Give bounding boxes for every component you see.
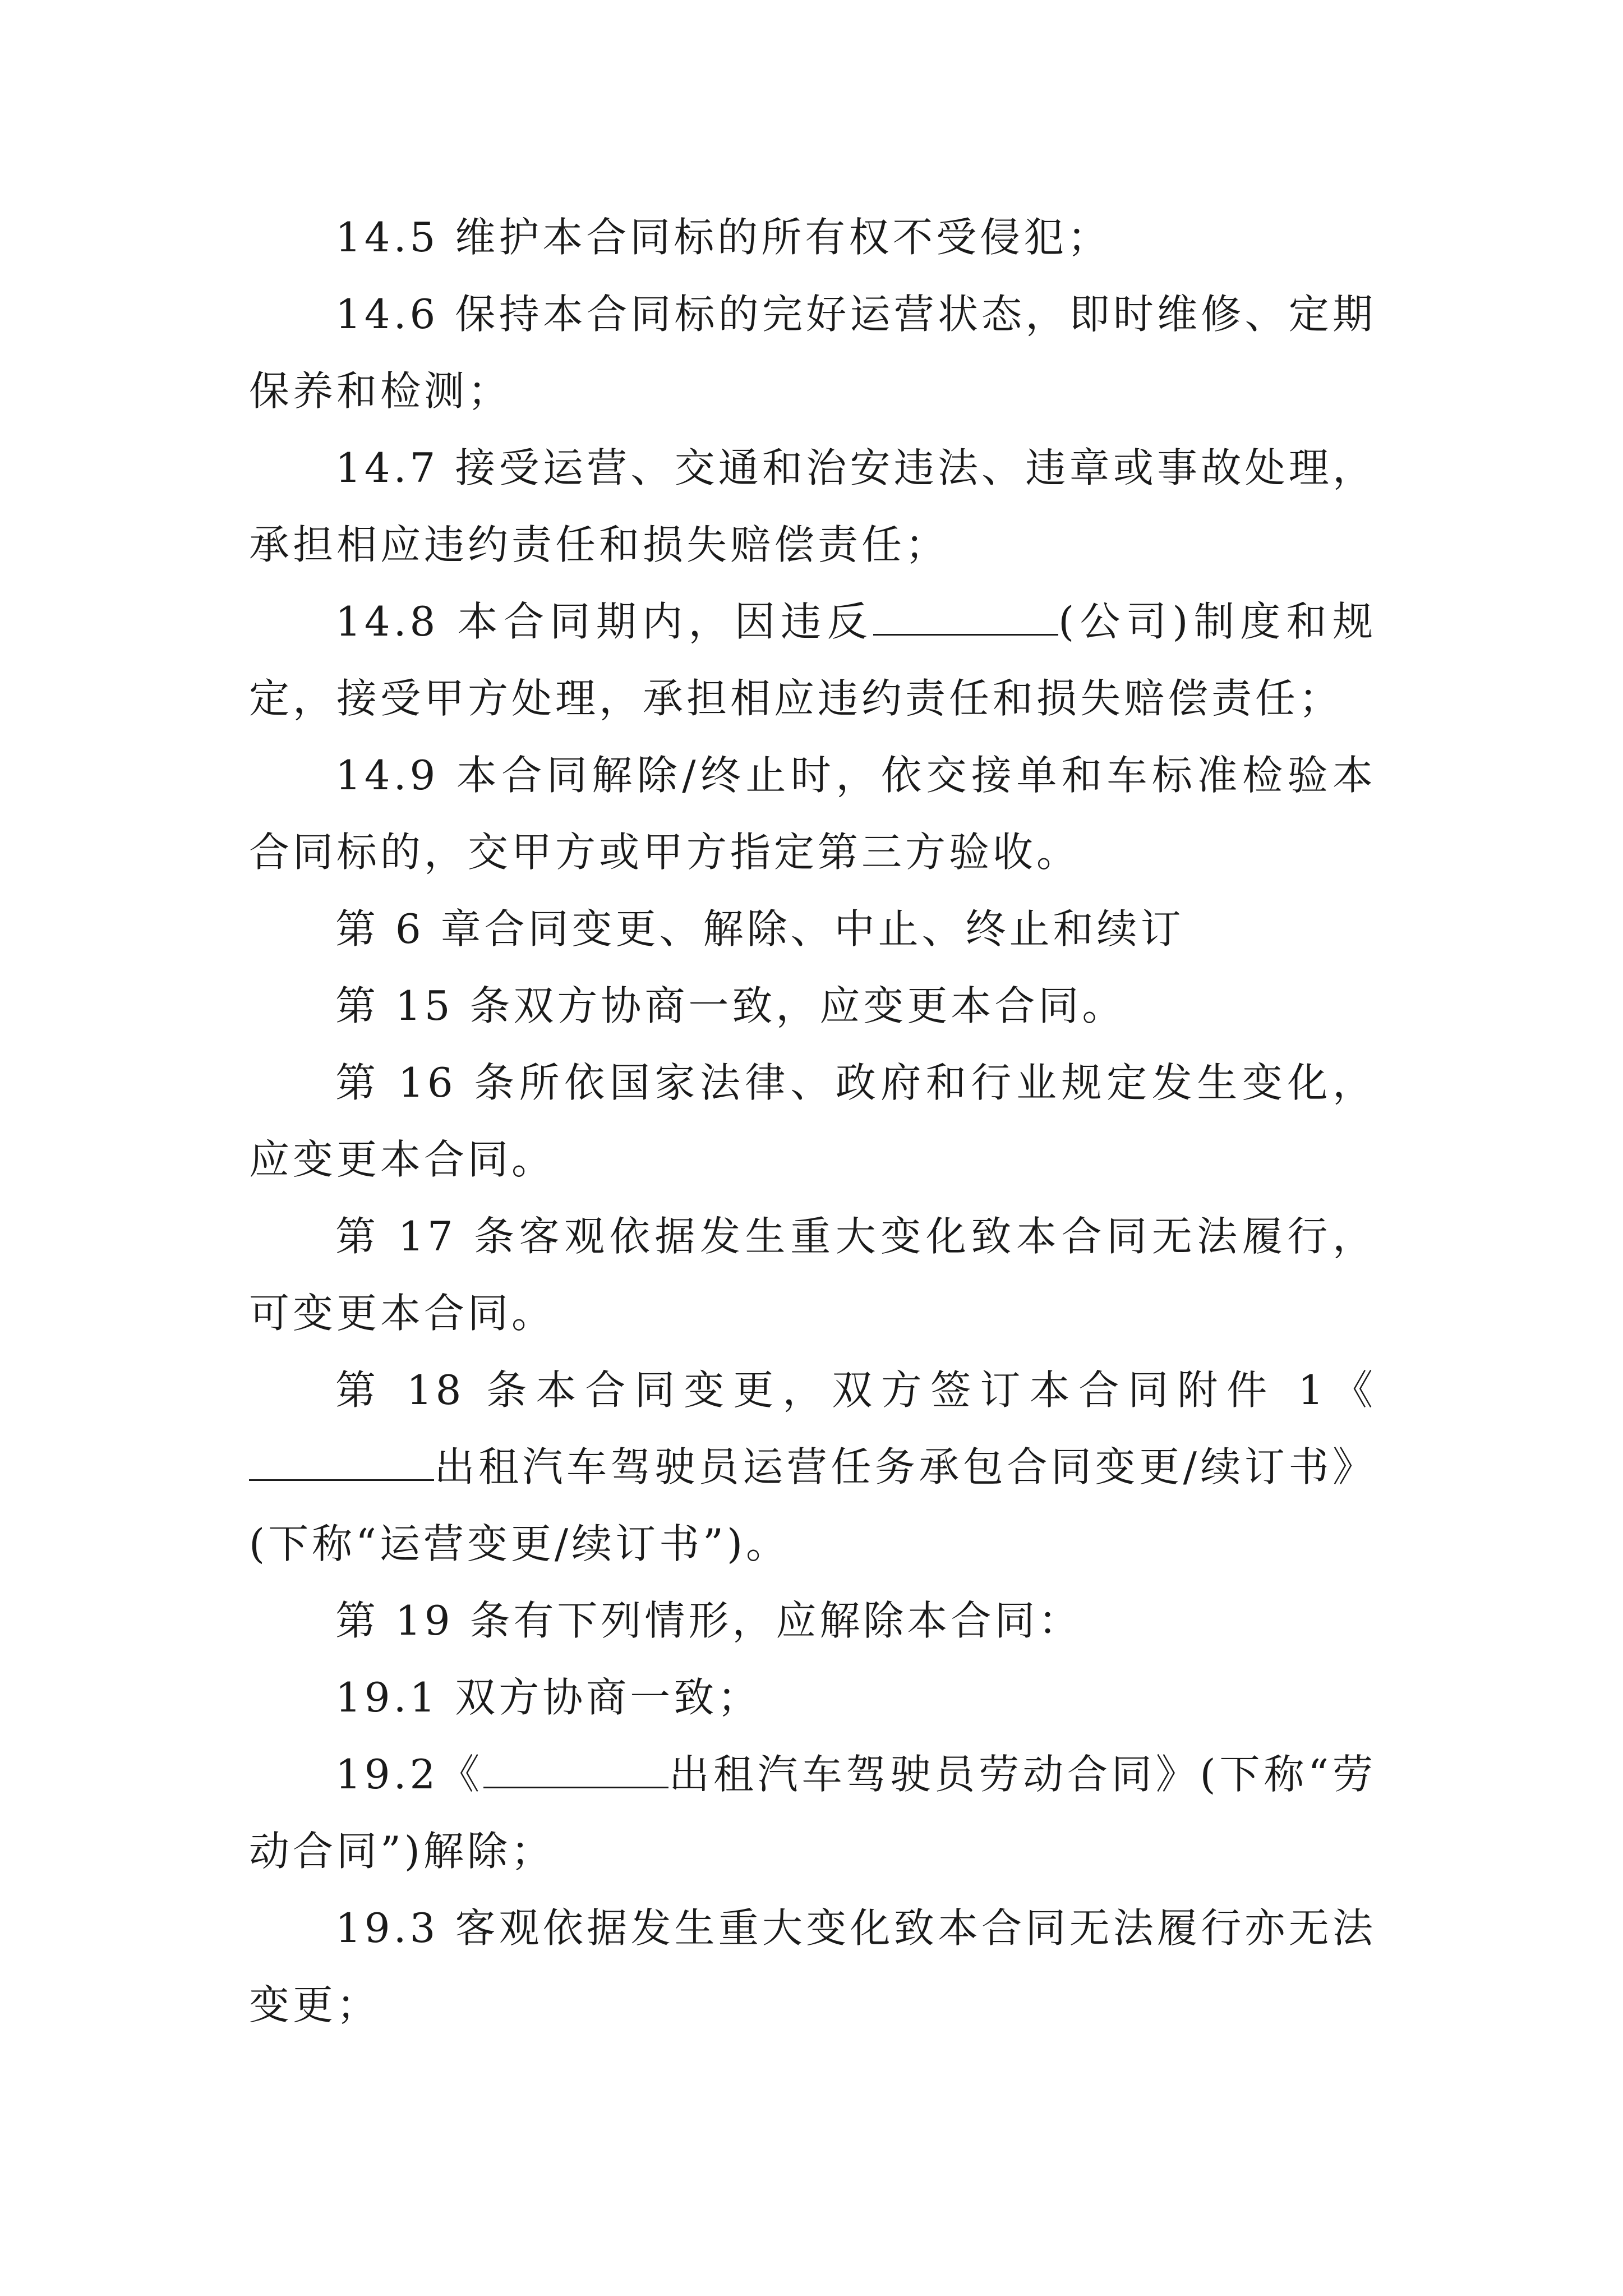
article-text: 第 15 条双方协商一致，应变更本合同。 <box>335 982 1126 1029</box>
clause-text: 19.3 客观依据发生重大变化致本合同无法履行亦无法变更； <box>249 1904 1376 2028</box>
clause-14-9 <box>249 737 1376 891</box>
article-text: 第 19 条有下列情形，应解除本合同： <box>335 1597 1082 1644</box>
clause-text: 19.1 双方协商一致； <box>335 1674 762 1721</box>
article-15 <box>249 968 1376 1045</box>
clause-14-6 <box>249 276 1376 430</box>
article-text: 第 16 条所依国家法律、政府和行业规定发生变化，应变更本合同。 <box>249 1059 1376 1183</box>
article-text: 出租汽车驾驶员运营任务承包合同变更/续订书》(下称“运营变更/续订书”)。 <box>249 1443 1376 1567</box>
clause-text: 14.9 本合同解除/终止时，依交接单和车标准检验本合同标的，交甲方或甲方指定第三方验收。 <box>249 752 1376 876</box>
document-body <box>249 199 1376 2044</box>
article-18 <box>249 1352 1376 1582</box>
fill-in-blank <box>873 599 1058 636</box>
clause-14-5 <box>249 199 1376 276</box>
clause-text: 14.6 保持本合同标的完好运营状态，即时维修、定期保养和检测； <box>249 291 1376 415</box>
article-17 <box>249 1198 1376 1352</box>
clause-text: 14.5 维护本合同标的所有权不受侵犯； <box>335 214 1112 261</box>
fill-in-blank <box>483 1752 668 1788</box>
clause-text: 14.8 本合同期内，因违反 <box>335 598 874 645</box>
clause-text: 出租汽车驾驶员劳动合同》(下称“劳动合同”)解除； <box>249 1751 1376 1875</box>
clause-14-8 <box>249 583 1376 737</box>
chapter-text: 第 6 章合同变更、解除、中止、终止和续订 <box>335 905 1184 953</box>
clause-14-7 <box>249 430 1376 583</box>
clause-text: 14.7 接受运营、交通和治安违法、违章或事故处理，承担相应违约责任和损失赔偿责任； <box>249 444 1376 568</box>
clause-text: 19.2《 <box>335 1751 484 1798</box>
clause-19-2 <box>249 1736 1376 1890</box>
clause-19-1 <box>249 1659 1376 1736</box>
clause-text: (公司)制度和规定，接受甲方处理，承担相应违约责任和损失赔偿责任； <box>249 598 1376 722</box>
article-text: 第 18 条本合同变更，双方签订本合同附件 1《 <box>335 1366 1376 1414</box>
fill-in-blank <box>249 1444 434 1481</box>
article-text: 第 17 条客观依据发生重大变化致本合同无法履行，可变更本合同。 <box>249 1213 1376 1337</box>
article-19 <box>249 1582 1376 1659</box>
chapter-6-heading <box>249 891 1376 968</box>
clause-19-3 <box>249 1890 1376 2044</box>
article-16 <box>249 1045 1376 1198</box>
